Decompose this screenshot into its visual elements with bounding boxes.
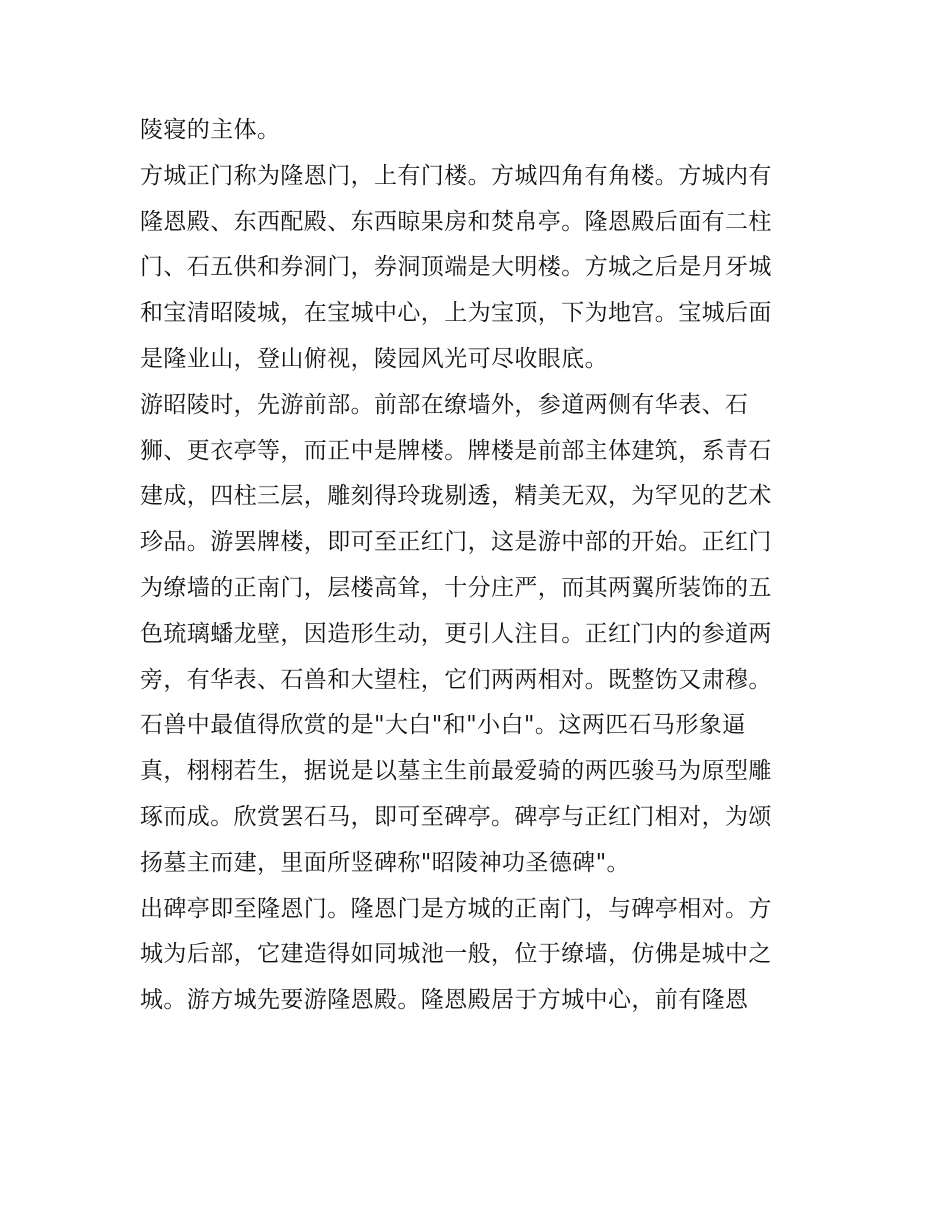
body-text xyxy=(140,108,830,1024)
text-line: 旁，有华表、石兽和大望柱，它们两两相对。既整饬又肃穆。 xyxy=(140,666,772,693)
text-line: 真，栩栩若生，据说是以墓主生前最爱骑的两匹骏马为原型雕 xyxy=(140,758,772,785)
text-line: 色琉璃蟠龙壁，因造形生动，更引人注目。正红门内的参道两 xyxy=(140,620,772,647)
text-line: 石兽中最值得欣赏的是"大白"和"小白"。这两匹石马形象逼 xyxy=(140,712,746,739)
text-line: 隆恩殿、东西配殿、东西晾果房和焚帛亭。隆恩殿后面有二柱 xyxy=(140,208,772,235)
text-line: 出碑亭即至隆恩门。隆恩门是方城的正南门，与碑亭相对。方 xyxy=(140,895,772,922)
text-line: 和宝清昭陵城，在宝城中心，上为宝顶，下为地宫。宝城后面 xyxy=(140,300,772,327)
text-line: 陵寝的主体。 xyxy=(140,117,281,143)
text-line: 门、石五供和券洞门，券洞顶端是大明楼。方城之后是月牙城 xyxy=(140,254,772,281)
text-line: 为缭墙的正南门，层楼高耸，十分庄严，而其两翼所装饰的五 xyxy=(140,574,772,601)
text-line: 城为后部，它建造得如同城池一般，位于缭墙，仿佛是城中之 xyxy=(140,941,772,968)
text-line: 方城正门称为隆恩门，上有门楼。方城四角有角楼。方城内有 xyxy=(140,162,772,189)
text-line: 是隆业山，登山俯视，陵园风光可尽收眼底。 xyxy=(140,345,608,372)
text-line: 扬墓主而建，里面所竖碑称"昭陵神功圣德碑"。 xyxy=(140,849,630,876)
text-line: 城。游方城先要游隆恩殿。隆恩殿居于方城中心，前有隆恩 xyxy=(140,987,749,1014)
text-line: 琢而成。欣赏罢石马，即可至碑亭。碑亭与正红门相对，为颂 xyxy=(140,803,772,830)
text-line: 珍品。游罢牌楼，即可至正红门，这是游中部的开始。正红门 xyxy=(140,529,772,556)
text-line: 建成，四柱三层，雕刻得玲珑剔透，精美无双，为罕见的艺术 xyxy=(140,483,772,510)
text-line: 狮、更衣亭等，而正中是牌楼。牌楼是前部主体建筑，系青石 xyxy=(140,437,772,464)
text-line: 游昭陵时，先游前部。前部在缭墙外，参道两侧有华表、石 xyxy=(140,391,749,418)
